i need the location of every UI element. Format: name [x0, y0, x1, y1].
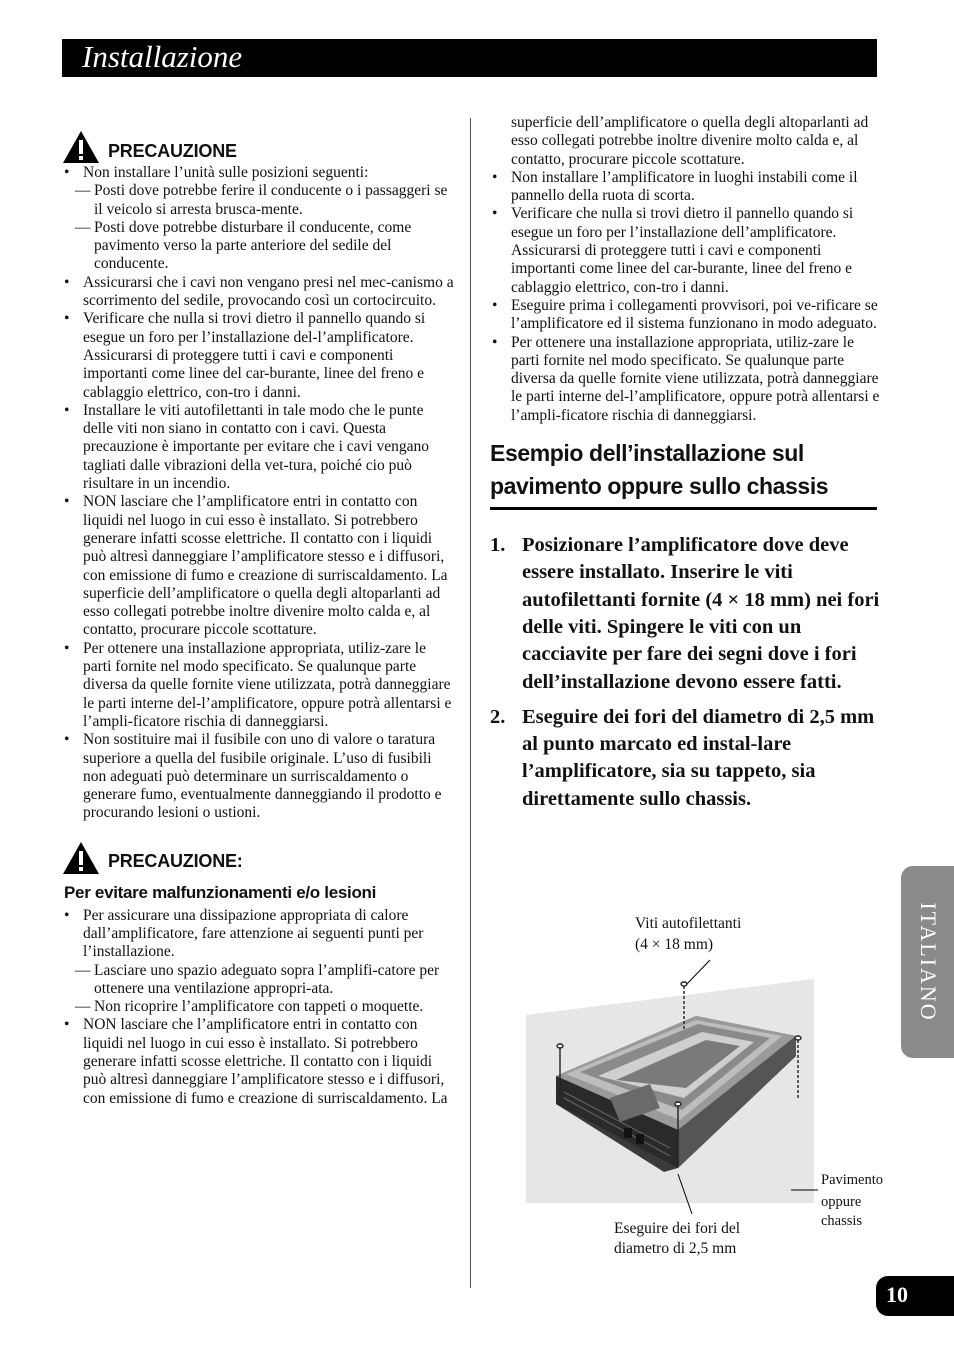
caution-title: PRECAUZIONE: [108, 140, 237, 161]
screws-label: Viti autofilettanti: [635, 915, 742, 932]
dash-item: — Lasciare uno spazio adeguato sopra l’amplifi-catore per ottenere una ventilazione appropri-ata.: [62, 962, 454, 999]
step-text: Eseguire dei fori del diametro di 2,5 mm al punto marcato ed instal-lare l’amplificatore, sia su tappeto, sia direttamente sullo chassis.: [522, 705, 875, 810]
floor-label: oppure: [821, 1194, 862, 1210]
installation-figure: [520, 908, 900, 1268]
list-item: • Eseguire prima i collegamenti provvisori, poi ve-rificare se l’amplificatore ed il sistema funzionano in modo adeguato.: [490, 297, 880, 334]
caution-heading: [62, 130, 454, 164]
screws-size-label: (4 × 18 mm): [635, 936, 714, 953]
warning-icon: [62, 841, 100, 875]
column-divider: [470, 118, 471, 1288]
page-title: Installazione: [82, 39, 243, 74]
caution-list: [62, 164, 454, 823]
caution-heading-2: [62, 841, 454, 875]
floor-label: chassis: [821, 1213, 863, 1229]
step-text: Posizionare l’amplificatore dove deve essere installato. Inserire le viti autofilettanti fornite (4 × 18 mm) nei fori delle viti. Spingere le viti con un cacciavite per fare dei segni dove i fori dell’installazione devono essere fatti.: [522, 534, 880, 693]
page-number: 10: [886, 1282, 908, 1307]
language-label: ITALIANO: [915, 902, 941, 1022]
list-item: • Verificare che nulla si trovi dietro il pannello quando si esegue un foro per l’installazione del-l’amplificatore. Assicurarsi di proteggere tutti i cavi e componenti importanti come linee del car-burante, linee del freno e cablaggio elettrico, con-tro i danni.: [62, 310, 454, 401]
dash-list: [62, 182, 454, 273]
amplifier-illustration: [520, 908, 900, 1268]
list-item: • Installare le viti autofilettanti in tale modo che le punte delle viti non siano in contatto con i cavi. Questa precauzione è importante per evitare che i cavi vengano tagliati dalle vibrazioni della vet-tura, poiché cio può risultare in un incendio.: [62, 402, 454, 493]
right-list: [490, 169, 880, 425]
caution-list-2: [62, 907, 454, 1108]
step-number: 2.: [490, 705, 506, 728]
list-item: • Per ottenere una installazione appropriata, utiliz-zare le parti fornite nel modo specificato. Se qualunque parte diversa da quelle fornite viene utilizzata, potrà danneggiare le parti interne del-l’amplificatore, oppure potrà allentarsi e l’ampli-ficatore rischia di danneggiarsi.: [62, 640, 454, 731]
floor-label: Pavimento: [821, 1172, 884, 1188]
list-item: • Non sostituire mai il fusibile con uno di valore o taratura superiore a quella del fusibile originale. L’uso di fusibili non adeguati può determinare un surriscaldamento o generare fumo, eventualmente danneggiando il prodotto e procurando lesioni o ustioni.: [62, 731, 454, 822]
right-column: [490, 114, 880, 821]
step-item: [490, 532, 880, 696]
list-item: • Per ottenere una installazione appropriata, utiliz-zare le parti fornite nel modo specificato. Se qualunque parte diversa da quelle fornite viene utilizzata, potrà danneggiare le parti interne del-l’amplificatore, oppure potrà allentarsi e l’ampli-ficatore rischia di danneggiarsi.: [490, 334, 880, 425]
list-item: • Non installare l’amplificatore in luoghi instabili come il pannello della ruota di scorta.: [490, 169, 880, 206]
list-item: • NON lasciare che l’amplificatore entri in contatto con liquidi nel luogo in cui esso è installato. Si potrebbero generare infatti scosse elettriche. Il contatto con i liquidi può altresì danneggiare l’amplificatore stesso e i diffusori, con emissione di fumo e creazione di surriscaldamento. La superficie dell’amplificatore o quella degli altoparlanti ad esso collegati potrebbe inoltre divenire molto calda e, al contatto, procurare piccole scottature.: [62, 493, 454, 639]
dash-list: [62, 962, 454, 1017]
steps-list: [490, 532, 880, 813]
dash-item: — Posti dove potrebbe disturbare il conducente, come pavimento verso la parte anteriore del sedile del conducente.: [62, 219, 454, 274]
caution-title: PRECAUZIONE:: [108, 851, 243, 872]
list-item: • Assicurarsi che i cavi non vengano presi nel mec-canismo a scorrimento del sedile, provocando così un cortocircuito.: [62, 274, 454, 311]
section-title: Esempio dell’installazione sul pavimento oppure sullo chassis: [490, 437, 877, 510]
step-item: [490, 704, 880, 813]
step-number: 1.: [490, 534, 506, 557]
dash-item: — Non ricoprire l’amplificatore con tappeti o moquette.: [62, 998, 454, 1016]
language-tab: [901, 866, 954, 1058]
list-item: • NON lasciare che l’amplificatore entri in contatto con liquidi nel luogo in cui esso è installato. Si potrebbero generare infatti scosse elettriche. Il contatto con i liquidi può altresì danneggiare l’amplificatore stesso e i diffusori, con emissione di fumo e creazione di surriscaldamento. La: [62, 1016, 454, 1107]
caution-subtitle: Per evitare malfunzionamenti e/o lesioni: [64, 882, 377, 902]
list-item: • Non installare l’unità sulle posizioni seguenti: — Posti dove potrebbe ferire il conducente o i passaggeri se il veicolo si arresta brusca-mente. — Posti dove potrebbe disturbare il conducente, come pavimento verso la parte anteriore del sedile del conducente.: [62, 164, 454, 274]
left-column: [62, 130, 454, 1108]
holes-label: diametro di 2,5 mm: [614, 1240, 737, 1257]
warning-icon: [62, 130, 100, 164]
list-item: • Per assicurare una dissipazione appropriata di calore dall’amplificatore, fare attenzione ai seguenti punti per l’installazione. — Lasciare uno spazio adeguato sopra l’amplifi-catore per ottenere una ventilazione appropri-ata. — Non ricoprire l’amplificatore con tappeti o moquette.: [62, 907, 454, 1017]
dash-item: — Posti dove potrebbe ferire il conducente o i passaggeri se il veicolo si arresta brusca-mente.: [62, 182, 454, 219]
holes-label: Eseguire dei fori del: [614, 1220, 741, 1237]
continued-text: superficie dell’amplificatore o quella degli altoparlanti ad esso collegati potrebbe inoltre divenire molto calda e, al contatto, procurare piccole scottature.: [511, 114, 869, 168]
page-header: [62, 39, 877, 77]
leader-line: [685, 960, 710, 986]
page-number-badge: [876, 1276, 954, 1316]
list-item: • Verificare che nulla si trovi dietro il pannello quando si esegue un foro per l’installazione dell’amplificatore. Assicurarsi di proteggere tutti i cavi e componenti importanti come linee del car-burante, linee del freno e cablaggio elettrico, con-tro i danni.: [490, 205, 880, 296]
